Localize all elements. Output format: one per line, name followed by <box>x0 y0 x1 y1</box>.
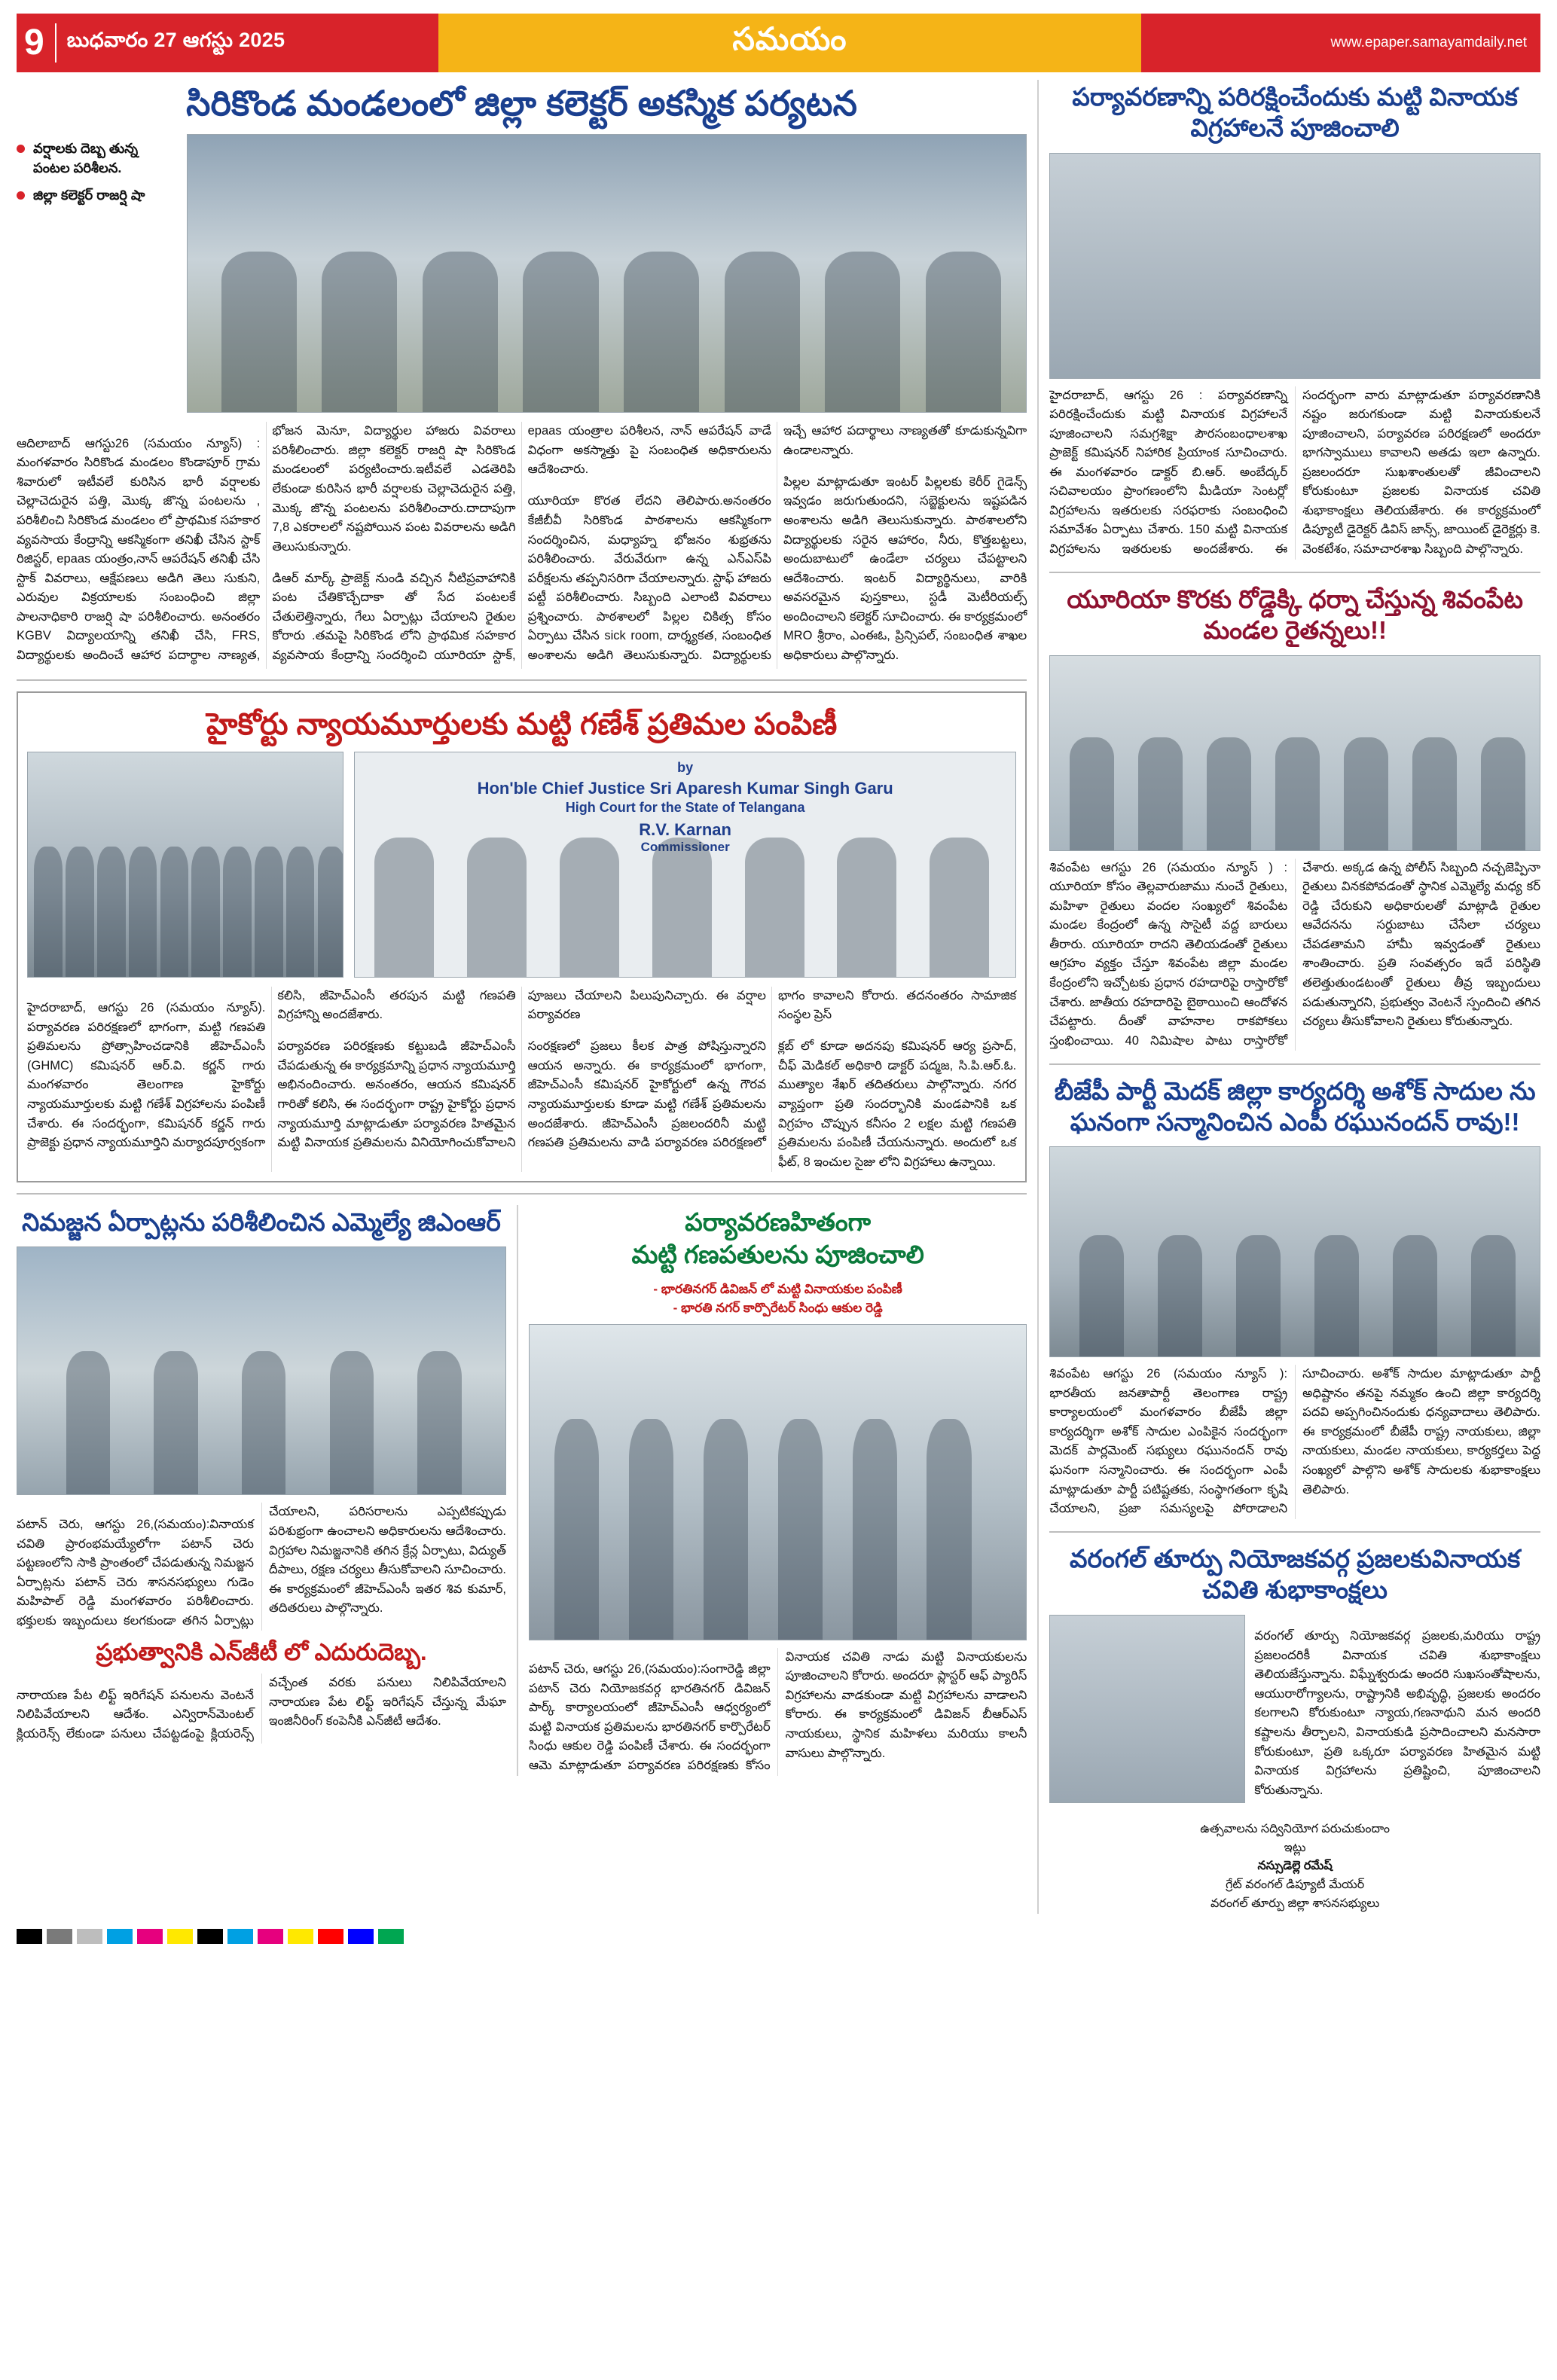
photo-figures <box>28 847 343 977</box>
column-divider <box>517 1205 518 1775</box>
page-columns <box>17 80 1540 1914</box>
eco-headline-line2: మట్టి గణపతులను పూజించాలి <box>631 1240 924 1269</box>
ngt-note-headline: ప్రభుత్వానికి ఎన్‌జీటీ లో ఎదురుదెబ్బ. <box>96 1639 427 1666</box>
signature-line: గ్రేట్ వరంగల్ డిప్యూటీ మేయర్ <box>1226 1878 1365 1892</box>
warangal-greeting <box>1049 1543 1540 1914</box>
highcourt-headline: హైకోర్టు న్యాయమూర్తులకు మట్టి గణేశ్ ప్రతిమల పంపిణీ <box>206 707 838 741</box>
highcourt-story <box>17 691 1027 1183</box>
side-body: హైదరాబాద్, ఆగస్టు 26 : పర్యావరణాన్ని పరిరక్షించేందుకు మట్టి వినాయక విగ్రహాలనే పూజించాలని సమగ్రశిక్షా పౌరసంబంధాలశాఖ ప్రాజెక్ట్ కమిషనర్ నిహారిక ప్రియాంక సూచించారు. ఈ మంగళవారం డాక్టర్ బి.ఆర్. అంబేద్కర్ సచివాలయం ప్రాంగణంలోని మీడియా సెంటర్లో విగ్రహాలను ఇతరులకు సరఫరాకు సంబంధించి సమావేశం ఏర్పాటు చేశారు. 150 మట్టి వినాయక విగ్రహాలను ఇతరులకు అందజేశారు. ఈ సందర్భంగా వారు మాట్లాడుతూ పర్యావరణానికి నష్టం జరుగకుండా మట్టి వినాయకులనే పూజించాలని, పర్యావరణ పరిరక్షణలో అందరూ భాగస్వాములు కావాలని అతడు ఇలా ఉన్నారు. ప్రజలందరూ సుఖశాంతులతో జీవించాలని కోరుకుంటూ ప్రజలకు వినాయక చవితి శుభాకాంక్షలు తెలియజేశారు. ఈ కార్యక్రమంలో డిప్యూటీ డైరెక్టర్ డివిస్ జాన్స్, జాయింట్ డైరెక్టర్లు కె. వెంకటేశం, సమాచారశాఖ సిబ్బంది పాల్గొన్నారు. <box>1049 388 1540 556</box>
section-divider <box>1049 1063 1540 1065</box>
lead-paragraph: డిఆర్ మార్క్ ప్రాజెక్ట్ నుండి వచ్చిన నీటిప్రవాహానికి పంట చేతికొచ్చేదాకా తో సేద పంటలకే చేతులెత్తిన్నారు, గేలు ఏర్పాట్లు చేయాలని రైతుల కోరారు .తమపై సిరికొండ లోని ప్రాథమిక సహకార వ్యవసాయ కేంద్రాన్ని సందర్శించి యూరియా స్టాక్, epaas యంత్రాల పరిశీలన, నాన్ ఆపరేషన్ వాడే విధంగా అకస్మాత్తు పై సంబంధిత అధికారులను ఆదేశించారు. <box>272 424 771 662</box>
photo-figures <box>1050 737 1540 850</box>
epaper-website-link[interactable]: www.epaper.samayamdaily.net <box>1330 35 1527 50</box>
mla-caption: పటాన్ చెరు, ఆగస్టు 26,(సమయం):వినాయక చవితి ప్రారంభమయ్యేలోగా పటాన్ చెరు పట్టణంలోని సాకి ప్రాంతంలో చేపడుతున్న నిమజ్జన ఏర్పాట్లను పటాన్ చెరు శాసనసభ్యులు గుడెం మహిపాల్ రెడ్డి మంగళవారం పరిశీలించారు. భక్తులకు ఇబ్బందులు కలగకుండా తగిన ఏర్పాట్లు చేయాలని, పరిసరాలను ఎప్పటికప్పుడు పరిశుభ్రంగా ఉంచాలని అధికారులను ఆదేశించారు. విగ్రహాల నిమజ్జనానికి తగిన క్రేన్ల ఏర్పాటు, విద్యుత్ దీపాలు, రక్షణ చర్యలు తీసుకోవాలని సూచించారు. ఈ కార్యక్రమంలో జీహెచ్‌ఎంసీ ఇతర శివ కుమార్, తదితరులు పాల్గొన్నారు. <box>17 1505 506 1628</box>
eco-body <box>529 1648 1027 1776</box>
bjp-felicitation-photo <box>1049 1146 1540 1357</box>
side-headline: యూరియా కొరకు రోడ్డెక్కి ధర్నా చేస్తున్న శివంపేట మండల రైతన్నలు!! <box>1067 585 1523 645</box>
bottom-stories <box>17 1205 1027 1775</box>
warangal-signature <box>1049 1820 1540 1914</box>
advocates-group-photo <box>27 752 343 978</box>
side-body: శివంపేట ఆగస్టు 26 (సమయం న్యూస్ ): భారతీయ జనతాపార్టీ తెలంగాణ రాష్ట్ర కార్యాలయంలో మంగళవారం బీజేపీ జిల్లా కార్యదర్శిగా అశోక్ సాదుల ఎంపికైన సందర్భంగా మెదక్ పార్లమెంట్ సభ్యులు రఘునందన్ రావు ఘనంగా సన్మానించారు. ఈ సందర్భంగా ఎంపీ మాట్లాడుతూ పార్టీ పటిష్టతకు, సంస్థాగతంగా కృషి చేయాలని, ప్రజా సమస్యలపై పోరాడాలని సూచించారు. అశోక్ సాదుల మాట్లాడుతూ పార్టీ అధిష్టానం తనపై నమ్మకం ఉంచి జిల్లా కార్యదర్శి పదవి అప్పగించినందుకు ధన్యవాదాలు తెలిపారు. ఈ కార్యక్రమంలో బీజేపీ రాష్ట్ర నాయకులు, జిల్లా నాయకులు, మండల నాయకులు, కార్యకర్తలు పెద్ద సంఖ్యలో పాల్గొని అశోక్ సాదులకు శుభాకాంక్షలు తెలిపారు. <box>1049 1367 1540 1516</box>
side-headline: పర్యావరణాన్ని పరిరక్షించేందుకు మట్టి వినాయక విగ్రహాలనే పూజించాలి <box>1072 83 1518 142</box>
lead-body <box>17 422 1027 668</box>
ngt-note-body <box>17 1674 506 1744</box>
side-column <box>1049 80 1540 1914</box>
lead-headline: సిరికొండ మండలంలో జిల్లా కలెక్టర్ అకస్మిక పర్యటన <box>186 84 858 123</box>
highcourt-paragraph: క్లబ్ లో కూడా అదనపు కమిషనర్ ఆర్య ప్రసాద్, చీఫ్ మెడికల్ అధికారి డాక్టర్ పద్మజ, సి.పి.ఆర్.ఓ. ముత్యాల శేఖర్ తదితరులు పాల్గొన్నారు. నగర వ్యాప్తంగా ప్రతి సందర్భానికి మండపానికి ఒక విగ్రహం చొప్పున కనీసం 2 లక్షల మట్టి గణపతి ప్రతిమలను పంపిణీ చేయనున్నారు. అందులో ఒక ఫీట్, 8 ఇంచుల సైజు లోని విగ్రహాలు ఉన్నాయి. <box>777 1039 1017 1169</box>
photo-figures <box>188 252 1026 412</box>
woman-official-portrait-photo <box>1049 153 1540 379</box>
eco-caption: పటాన్ చెరు, ఆగస్టు 26,(సమయం):సంగారెడ్డి జిల్లా పటాన్ చెరు నియోజకవర్గ భారతినగర్ డివిజన్ పార్క్ కార్యాలయంలో జీహెచ్‌ఎంసీ ఆధ్వర్యంలో మట్టి వినాయక ప్రతిమలను భారతినగర్ కార్పొరేటర్ సింధు ఆకుల రెడ్డి పంపిణీ చేశారు. ఈ సందర్భంగా ఆమె మాట్లాడుతూ పర్యావరణ పరిరక్షణకు కోసం వినాయక చవితి నాడు మట్టి వినాయకులను పూజించాలని కోరారు. అందరూ ప్లాస్టర్ ఆఫ్ ప్యారిస్ విగ్రహాలను వాడకుండా మట్టి విగ్రహాలను వాడాలని కోరారు. ఈ కార్యక్రమంలో డివిజన్ బీఆర్‌ఎస్ నాయకులు, స్థానిక మహిళలు మరియు కాలనీ వాసులు పాల్గొన్నారు. <box>529 1649 1027 1773</box>
eco-headline-line1: పర్యావరణహితంగా <box>685 1208 871 1237</box>
photo-figures <box>1050 1235 1540 1356</box>
clay-ganesh-distribution-photo <box>529 1324 1027 1640</box>
lead-paragraph: పిల్లల మాట్లాడుతూ ఇంటర్ పిల్లలకు కెరీర్ గైడెన్స్ ఇవ్వడం జరుగుతుందని, సబ్జెక్టులను ఇష్టపడిన అంశాలను అడిగి తెలుసుకున్నారు. పాఠశాలలోని విద్యార్థులకు సరైన ఆహారం, నీరు, కొత్తబట్టలు, అందుబాటులో ఉండేలా చర్యలు చేపట్టాలని ఆదేశించారు. ఇంటర్ విద్యార్థినులు, వారికి అవసరమైన పుస్తకాలు, స్టడీ మెటీరియల్స్ అందించాలని కలెక్టర్ సూచించారు. ఈ కార్యక్రమంలో MRO శ్రీరాం, ఎంఈఓ, ప్రిన్సిపల్, సంబంధిత శాఖల అధికారులు పాల్గొన్నారు. <box>783 474 1027 662</box>
section-divider <box>17 1193 1027 1195</box>
signature-line: ఇట్లు <box>1284 1841 1306 1854</box>
section-divider <box>17 679 1027 681</box>
highcourt-body <box>27 987 1016 1173</box>
photo-figures <box>530 1419 1026 1640</box>
masthead <box>17 14 1540 72</box>
registration-color-bars <box>17 1924 1540 1944</box>
lead-bullet: జిల్లా కలెక్టర్ రాజర్షి షా <box>17 185 175 205</box>
masthead-divider <box>55 23 56 63</box>
side-story-bjp-felicitation <box>1049 1076 1540 1519</box>
lead-paragraph: ఆదిలాబాద్ ఆగస్టు26 (సమయం న్యూస్) : మంగళవారం సిరికొండ మండలం కొండాపూర్ గ్రామ శివారులో ఇటీవలే కురిసిన భారీ వర్షాలకు చెల్లాచెదురైన పత్తి, మొక్క జొన్న పంటలను , పరిశీలించి సిరికొండ మండలం లో ప్రాథమిక సహకార వ్యవసాయ కేంద్రాన్ని ఆకస్మికంగా తనిఖీ చేసిన స్టాక్ రిజిస్టర్, epaas యంత్రం,నాన్ ఆపరేషన్ తనిఖీ చేసి స్టాక్ వివరాలు, ఆక్షేపణలు అడిగి తెలు సుకుని, ఎరువుల విక్రయాలకు సంబంధించి జిల్లా పాలనాధికారి రాజర్షి షా పరిశీలించారు. అనంతరం KGBV విద్యాలయాన్ని తనిఖీ చేసి, FRS, విద్యార్థులకు అందించే ఆహార పదార్థాల నాణ్యత, భోజన మెనూ, విద్యార్థుల హాజరు వివరాలు పరిశీలించారు. జిల్లా కలెక్టర్ రాజర్షి షా సిరికొండ మండలంలో పర్యటించారు.ఇటీవలే ఎడతెరిపి లేకుండా కురిసిన భారీ వర్షాలకు చెల్లాచెదురైన పత్తి, మొక్క జొన్న పంటలను పరిశీలించారు.దాదాపుగా 7,8 ఎకరాలలో నష్టపోయిన పంట వివరాలను అడిగి తెలుసుకున్నారు. <box>17 424 516 662</box>
lead-paragraph: యూరియా కొరత లేదని తెలిపారు.అనంతరం కేజీబీవీ సిరికొండ పాఠశాలను ఆకస్మికంగా సందర్శించిన, మధ్యాహ్న భోజనం శుభ్రతను పరిశీలించారు. వేరువేరుగా ఉన్న ఎన్‌ఎస్‌పి పరీక్షలను తప్పనిసరిగా చేయాలన్నారు. స్టాఫ్ హాజరు పట్టీ పరిశీలించారు. సిబ్బంది ఎలాంటి వివరాలు ప్రశ్నించారు. పాఠశాలలో పిల్లల చికిత్స కోసం ఏర్పాటు చేసిన sick room, దార్శ్యకత, సంబంధిత అంశాలను అడిగి తెలుసుకున్నారు. విద్యార్థులకు ఇచ్చే ఆహార పదార్థాలు నాణ్యతతో కూడుకున్నవిగా ఉండాలన్నారు. <box>527 424 1027 662</box>
banner-line: by <box>677 759 694 775</box>
side-headline: బీజేపీ పార్టీ మెదక్ జిల్లా కార్యదర్శి అశోక్ సాదుల ను ఘనంగా సన్మానించిన ఎంపీ రఘునందన్ రావు!! <box>1054 1076 1536 1136</box>
side-story-clay-ganesh <box>1049 81 1540 560</box>
highcourt-paragraph: హైదరాబాద్, ఆగస్టు 26 (సమయం న్యూస్). పర్యావరణ పరిరక్షణలో భాగంగా, మట్టి గణపతి ప్రతిమలను ప్రోత్సాహించడానికి జీహెచ్‌ఎంసీ (GHMC) కమిషనర్ ఆర్.వి. కర్ణన్ గారు మంగళవారం తెలంగాణ హైకోర్టు న్యాయమూర్తులకు మట్టి గణేశ్ విగ్రహాలను పంపిణీ చేశారు. ఈ సందర్భంగా, కమిషనర్ కర్ణన్ గారు ప్రాజెక్టు ప్రధాన న్యాయమూర్తిని మర్యాదపూర్వకంగా కలిసి, జీహెచ్‌ఎంసీ తరపున మట్టి గణపతి విగ్రహాన్ని అందజేశారు. <box>27 988 516 1150</box>
farmers-protest-photo <box>1049 655 1540 851</box>
main-column <box>17 80 1027 1914</box>
photo-figures <box>17 1351 505 1494</box>
masthead-center <box>438 14 1141 72</box>
chief-justice-idol-presentation-photo <box>354 752 1016 978</box>
paper-title: సమయం <box>732 20 847 56</box>
mla-story <box>17 1205 506 1775</box>
banner-line: Hon'ble Chief Justice Sri Aparesh Kumar Singh Garu <box>477 778 893 798</box>
section-divider <box>1049 1531 1540 1533</box>
section-divider <box>1049 572 1540 573</box>
side-body: శివంపేట ఆగస్టు 26 (సమయం న్యూస్ ) : యూరియా కోసం తెల్లవారుజాము నుంచే రైతులు, మహిళా రైతులు వందల సంఖ్యలో శివంపేట మండల కేంద్రంలో ఉన్న సొసైటీ వద్ద బారులు తీరారు. యూరియా రాదని తెలియడంతో రైతులు ఆగ్రహం వ్యక్తం చేస్తూ శివంపేట జిల్లా మండల కేంద్రంలోని ఇచ్చోటకు ప్రధాన రహదారిపై రాస్తారోకో చేశారు. జాతీయ రహదారిపై బైఠాయించి ఆందోళన చేపట్టారు. దీంతో వాహనాల రాకపోకలు స్తంభించాయి. 40 నిమిషాల పాటు రాస్తారోకో చేశారు. అక్కడ ఉన్న పోలీస్ సిబ్బంది నచ్చజెప్పినా రైతులు వినకపోవడంతో స్థానిక ఎమ్మెల్యే మధ్య కర్ రెడ్డి చేరుకుని అధికారులతో మాట్లాడి రైతుల ఆవేదనను సర్దుబాటు చేసేలా చర్యలు చేపడతామని హామీ ఇవ్వడంతో రైతులు శాంతించారు. ప్రతి సంవత్సరం ఇదే పరిస్థితి తలెత్తుతుండటంతో రైతులు తీవ్ర ఇబ్బందులు పడుతున్నారని, ప్రభుత్వం వెంటనే స్పందించి తగిన చర్యలు తీసుకోవాలని రైతులు కోరుతున్నారు. <box>1049 860 1540 1048</box>
eco-kicker-line: - భారతినగర్ డివిజన్ లో మట్టి వినాయకుల పంపిణీ <box>653 1281 902 1296</box>
signature-line: వరంగల్ తూర్పు జిల్లా శాసనసభ్యులు <box>1210 1896 1380 1910</box>
page-number: 9 <box>24 23 44 63</box>
leader-namaste-portrait-photo <box>1049 1615 1245 1803</box>
signature-line: ఉత్సవాలను సద్వినియోగ పరుచుకుందాం <box>1200 1822 1391 1835</box>
banner-line: R.V. Karnan <box>639 819 731 839</box>
banner-line: Commissioner <box>640 839 730 854</box>
masthead-left <box>17 14 438 72</box>
masthead-date: బుధవారం 27 ఆగస్టు 2025 <box>66 29 285 51</box>
highcourt-paragraph: సంరక్షణలో ప్రజలు కీలక పాత్ర పోషిస్తున్నారని ఆయన అన్నారు. ఈ కార్యక్రమంలో భాగంగా, జీహెచ్‌ఎంసీ కమిషనర్ హైకోర్టులో ఉన్న గౌరవ న్యాయమూర్తులకు కూడా మట్టి గణేశ్ ప్రతిమలను అందజేశారు. జీహెచ్‌ఎంసీ ప్రజలందరినీ మట్టి గణపతి ప్రతిమలను వాడి పర్యావరణ పరిరక్షణలో భాగం కావాలని కోరారు. తదనంతరం సామాజిక సంస్థల ప్రెస్ <box>527 988 1017 1150</box>
eco-kicker <box>529 1280 1027 1318</box>
banner-line: High Court for the State of Telangana <box>565 799 805 815</box>
eco-kicker-line: - భారతి నగర్ కార్పొరేటర్ సింధు ఆకుల రెడ్డి <box>673 1301 883 1316</box>
side-story-urea-protest <box>1049 584 1540 1051</box>
warangal-headline: వరంగల్ తూర్పు నియోజకవర్గ ప్రజలకువినాయక చవితి శుభాకాంక్షలు <box>1070 1545 1521 1604</box>
lead-bullet: వర్షాలకు దెబ్బ తున్న పంటల పరిశీలన. <box>17 139 175 178</box>
main-side-divider <box>1037 80 1039 1914</box>
mla-headline: నిమజ్జన ఏర్పాట్లను పరిశీలించిన ఎమ్మెల్యే జిఎంఆర్ <box>22 1208 501 1237</box>
highcourt-paragraph: పర్యావరణ పరిరక్షణకు కట్టుబడి జీహెచ్‌ఎంసీ చేపడుతున్న ఈ కార్యక్రమాన్ని ప్రధాన న్యాయమూర్తి అభినందించారు. అనంతరం, ఆయన కమిషనర్ గారితో కలిసి, ఈ సందర్భంగా రాష్ట్ర హైకోర్టు ప్రధాన న్యాయమూర్తి మాట్లాడుతూ పర్యావరణ హితమైన మట్టి వినాయక ప్రతిమలను వినియోగించుకోవాలని పూజలు చేయాలని పిలుపునిచ్చారు. ఈ వర్షాల పర్యావరణ <box>277 988 766 1150</box>
lead-bullets <box>17 139 175 205</box>
warangal-text: వరంగల్ తూర్పు నియోజకవర్గ ప్రజలకు,మరియు రాష్ట్ర ప్రజలందరికీ వినాయక చవితి శుభాకాంక్షలు తెలియజేస్తున్నాను. విఘ్నేశ్వరుడు అందరి సుఖసంతోషాలను, ఆయురారోగ్యాలను, రాష్ట్రానికి అభివృద్ధి, ప్రజలకు అందరం కలగాలని కోరుకుంటూ న్యాయ,గణనాథుని మన అందరి కష్టాలను తీర్చాలని, వినాయకుడి ప్రసాదించాలని మనసారా కోరుకుంటూ, ప్రతి ఒక్కరూ పర్యావరణ హితమైన మట్టి వినాయక విగ్రహాలను ప్రతిష్టించి, పూజించాలని కోరుతున్నాను. <box>1254 1629 1540 1797</box>
lead-story <box>17 83 1027 669</box>
eco-ganesh-story <box>529 1205 1027 1775</box>
ngt-note-text: నారాయణ పేట లిఫ్ట్ ఇరిగేషన్ పనులను వెంటనే నిలిపివేయాలని ఆదేశం. ఎన్విరాన్‌మెంటల్ క్లియరెన్స్ లేకుండా పనులు చేపట్టడంపై క్లియరెన్స్ వచ్చేంత వరకు పనులు నిలిపివేయాలని నారాయణ పేట లిఫ్ట్ ఇరిగేషన్ చేస్తున్న మేఘా ఇంజినీరింగ్ కంపెనీకి ఎన్‌జీటీ ఆదేశం. <box>17 1676 506 1741</box>
masthead-right <box>1141 14 1540 72</box>
mla-inspection-photo <box>17 1246 506 1495</box>
collector-inspection-photo <box>187 134 1027 413</box>
signature-line: నస్సుడెల్లె రమేష్ <box>1257 1860 1333 1873</box>
photo-figures <box>355 838 1015 977</box>
mla-body <box>17 1503 506 1631</box>
